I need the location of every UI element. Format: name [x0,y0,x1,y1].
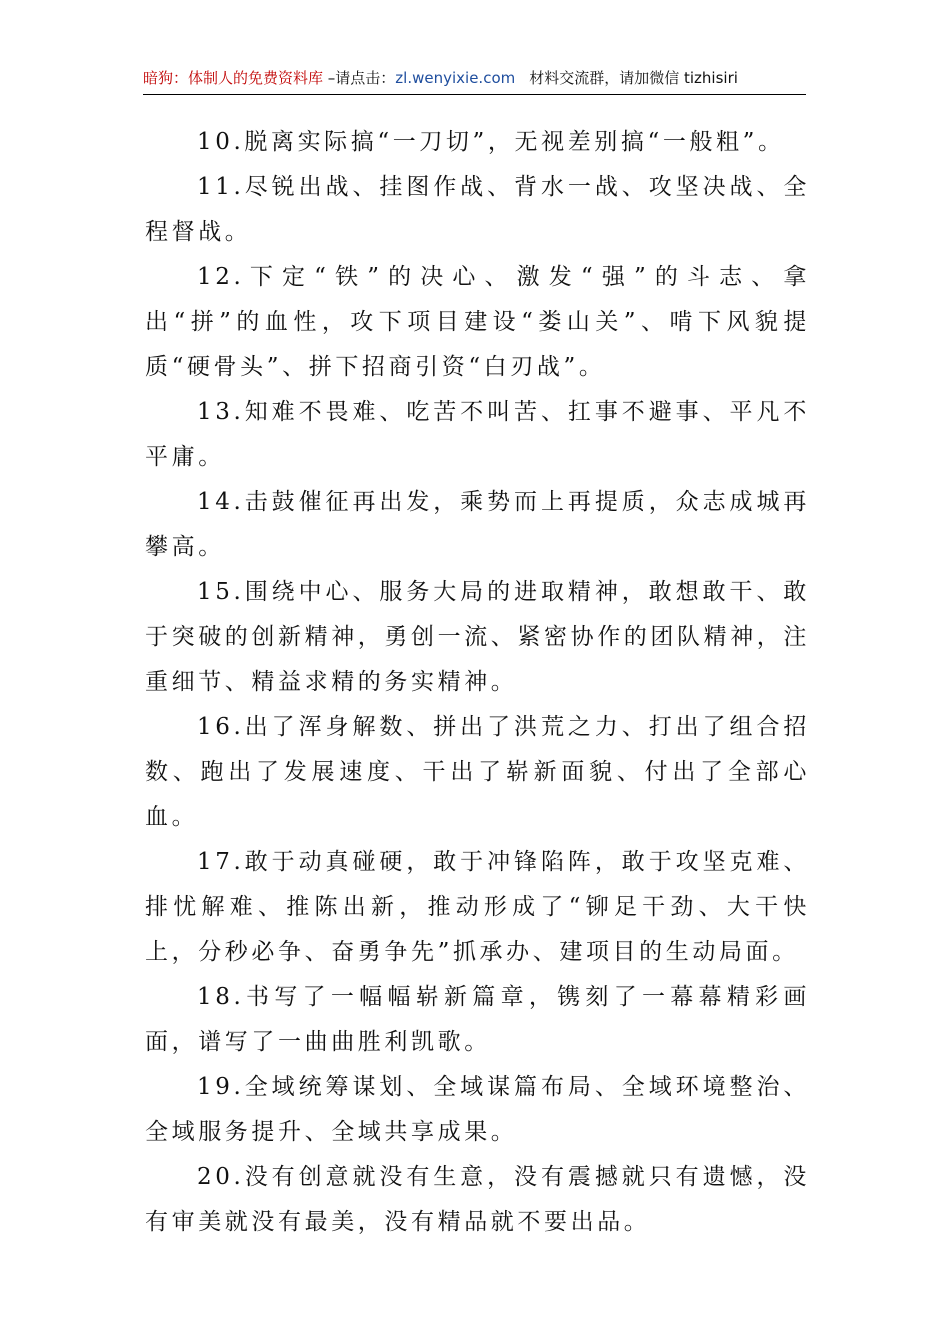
header-brand: 暗狗：体制人的免费资料库 [143,69,324,87]
list-item-10: 10.脱离实际搞“一刀切”，无视差别搞“一般粗”。 [197,129,785,155]
list-item-20: 20.没有创意就没有生意，没有震撼就只有遗憾，没有审美就没有最美，没有精品就不要出品。 [145,1164,810,1235]
header-click-prompt: –请点击： [323,69,396,87]
list-item-12: 12.下定“铁”的决心、激发“强”的斗志、拿出“拼”的血性，攻下项目建设“娄山关”、啃下风貌提质“硬骨头”、拼下招商引资“白刃战”。 [145,264,810,380]
header-link[interactable]: zl.wenyixie.com [395,69,516,87]
list-item-18: 18.书写了一幅幅崭新篇章，镌刻了一幕幕精彩画面，谱写了一曲曲胜利凯歌。 [145,984,810,1055]
list-item-14: 14.击鼓催征再出发，乘势而上再提质，众志成城再攀高。 [145,489,810,560]
list-item-15: 15.围绕中心、服务大局的进取精神，敢想敢干、敢于突破的创新精神，勇创一流、紧密协作的团队精神，注重细节、精益求精的务实精神。 [145,579,810,695]
page-header [143,62,806,95]
header-group-info: 材料交流群，请加微信 tizhisiri [529,69,738,87]
document-body [145,120,810,1245]
list-item-16: 16.出了浑身解数、拼出了洪荒之力、打出了组合招数、跑出了发展速度、干出了崭新面貌、付出了全部心血。 [145,714,810,830]
list-item-11: 11.尽锐出战、挂图作战、背水一战、攻坚决战、全程督战。 [145,174,810,245]
list-item-13: 13.知难不畏难、吃苦不叫苦、扛事不避事、平凡不平庸。 [145,399,810,470]
list-item-19: 19.全域统筹谋划、全域谋篇布局、全域环境整治、全域服务提升、全域共享成果。 [145,1074,810,1145]
list-item-17: 17.敢于动真碰硬，敢于冲锋陷阵，敢于攻坚克难、排忧解难、推陈出新，推动形成了“铆足干劲、大干快上，分秒必争、奋勇争先”抓承办、建项目的生动局面。 [145,849,810,965]
